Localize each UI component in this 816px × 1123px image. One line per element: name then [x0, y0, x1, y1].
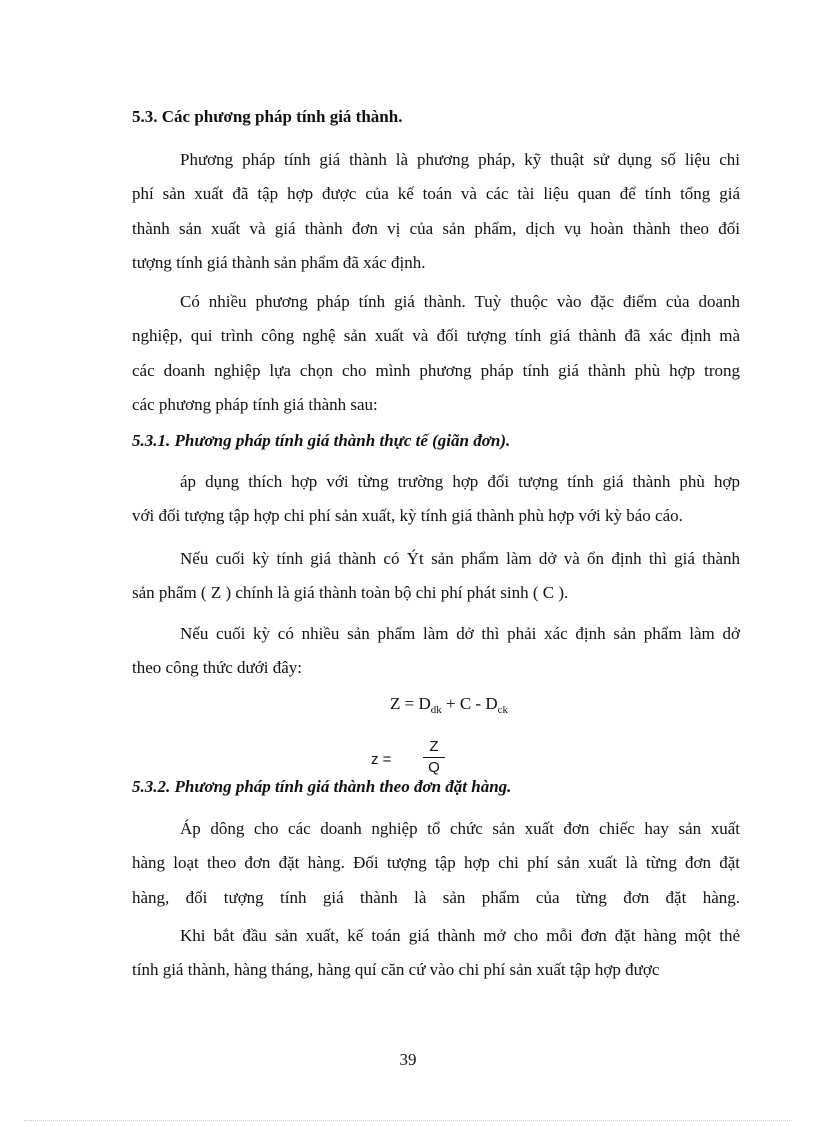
text-line: theo công thức dưới đây: — [132, 658, 302, 678]
paragraph-order-application — [132, 812, 740, 915]
formula-total-cost — [390, 694, 508, 716]
text-line: các phương pháp tính giá thành sau: — [132, 394, 378, 414]
text-line: tính giá thành, hàng tháng, hàng quí căn cứ vào chi phí sản xuất tập hợp được — [132, 960, 660, 980]
text-line: nghiệp, qui trình công nghệ sản xuất và đối tượng tính giá thành đã xác định mà — [132, 326, 740, 346]
paragraph-methods-intro — [132, 285, 740, 422]
text-line: sản phẩm ( Z ) chính là giá thành toàn bộ chi phí phát sinh ( C ). — [132, 583, 569, 603]
formula-text: + C - D — [441, 694, 498, 713]
paragraph-application — [132, 465, 740, 534]
text-line: áp dụng thích hợp với từng trường hợp đối tượng tính giá thành phù hợp — [180, 472, 740, 491]
paragraph-order-card — [132, 919, 740, 988]
section-heading-5-3: 5.3. Các phương pháp tính giá thành. — [132, 107, 403, 126]
fraction-numerator: Z — [429, 738, 439, 755]
text-line: các doanh nghiệp lựa chọn cho mình phương pháp tính giá thành phù hợp trong — [132, 360, 740, 380]
fraction-bar — [423, 757, 445, 758]
section-heading-5-3-2: 5.3.2. Phương pháp tính giá thành theo đơn đặt hàng. — [132, 777, 512, 796]
formula-text: Z = D — [390, 694, 431, 713]
text-line: phí sản xuất đã tập hợp được của kế toán và các tài liệu quan để tính tổng giá — [132, 184, 740, 204]
text-line: Nếu cuối kỳ tính giá thành có Ýt sản phẩm làm dở và ổn định thì giá thành — [180, 549, 740, 568]
text-line: thành sản xuất và giá thành đơn vị của sản phẩm, dịch vụ hoàn thành theo đối — [132, 218, 740, 238]
formula-subscript: dk — [430, 704, 442, 716]
text-line: hàng loạt theo đơn đặt hàng. Đối tượng tập hợp chi phí sản xuất là từng đơn đặt — [132, 853, 740, 873]
text-line: Phương pháp tính giá thành là phương pháp, kỹ thuật sử dụng số liệu chi — [180, 150, 740, 169]
text-line: tượng tính giá thành sản phẩm đã xác định. — [132, 252, 426, 272]
formula-subscript: ck — [497, 704, 509, 716]
text-line: Nếu cuối kỳ có nhiều sản phẩm làm dở thì phải xác định sản phẩm làm dở — [180, 624, 740, 643]
formula-lhs: z = — [371, 751, 392, 768]
page-number: 39 — [399, 1050, 417, 1069]
text-line: với đối tượng tập hợp chi phí sản xuất, kỳ tính giá thành phù hợp với kỳ báo cáo. — [132, 506, 683, 526]
page-bottom-divider — [24, 1120, 792, 1121]
fraction-denominator: Q — [428, 759, 440, 776]
paragraph-many-wip — [132, 617, 740, 686]
section-heading-5-3-1: 5.3.1. Phương pháp tính giá thành thực tế (giãn đơn). — [132, 431, 511, 450]
text-line: Áp dông cho các doanh nghiệp tổ chức sản xuất đơn chiếc hay sản xuất — [180, 819, 740, 838]
text-line: hàng, đối tượng tính giá thành là sản phẩm của từng đơn đặt hàng. — [132, 887, 740, 907]
text-line: Có nhiều phương pháp tính giá thành. Tuỳ thuộc vào đặc điểm của doanh — [180, 292, 740, 311]
formula-fraction — [423, 738, 445, 777]
paragraph-few-wip — [132, 542, 740, 611]
text-line: Khi bắt đầu sản xuất, kế toán giá thành mở cho mỗi đơn đặt hàng một thẻ — [180, 926, 740, 945]
paragraph-definition — [132, 143, 740, 280]
